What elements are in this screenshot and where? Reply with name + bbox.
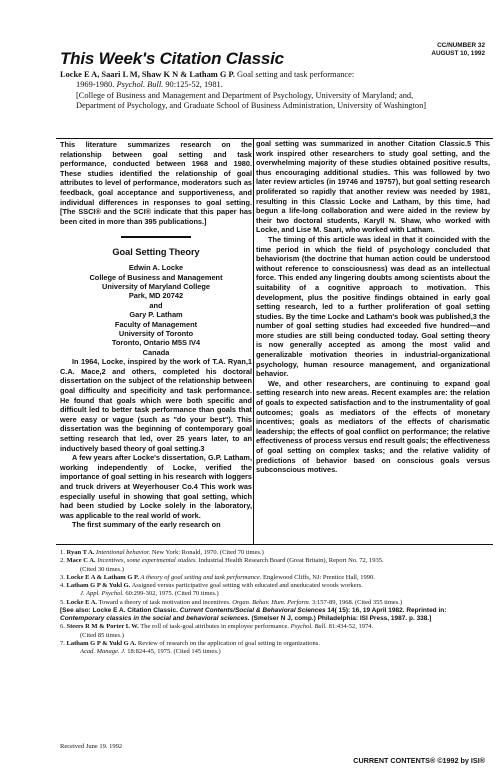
reference-3: 3. Locke E A & Latham G P. A theory of goal setting and task performance. Englewood Cliffs, NJ: Prentice Hall, 1990.: [60, 573, 375, 581]
reference-2-cont: (Cited 30 times.): [80, 565, 124, 573]
reference-7: 7. Latham G P & Yukl G A. Review of research on the application of goal setting in organizations.: [60, 639, 320, 647]
author1-affil-2: University of Maryland College: [101, 281, 210, 291]
citation-affiliation-1: [College of Business and Management and Department of Psychology, University of Maryland; and,: [76, 90, 414, 100]
right-paragraph-3: We, and other researchers, are continuing to expand goal setting research into new areas. Recent examples are: the relation of goals to expected satisfaction and to the instrumentality of goal outcomes; goals as mediators of the effects of monetary incentives; goals as mediators of the effects of charismatic leadership; the effects of goal conflict on performance; the relative effectiveness of process versus end result goals; the effectiveness of goal setting on complex tasks; and the relative validity of predictions of behavior based on conscious goals versus subconscious motives.: [256, 378, 490, 475]
left-paragraph-2: A few years after Locke's dissertation, G.P. Latham, working independently of Locke, verified the importance of goal setting in his research with loggers and truck drivers at Weyerhouser Co.4 This work was especially useful in showing that goal setting, which had been studied by Locke solely in the laboratory, was applicable to the real world of work.: [60, 453, 252, 520]
references-list: [60, 549, 492, 656]
reference-4-cont: J. Appl. Psychol. 60:299-302, 1975. (Cited 70 times.): [80, 590, 219, 598]
right-column: [256, 139, 490, 475]
citation-volume: 90:125-52, 1981.: [163, 80, 223, 90]
citation-journal: Psychol. Bull.: [116, 80, 164, 90]
reference-2: 2. Mace C A. Incentives, some experimental studies. Industrial Health Research Board (Great Britain), Report No. 72, 1935.: [60, 557, 384, 565]
author2-affil-2: University of Toronto: [118, 328, 194, 338]
reference-6-cont: (Cited 85 times.): [80, 631, 124, 639]
citation-authors: Locke E A, Saari L M, Shaw K N & Latham G P.: [60, 70, 235, 79]
author-and: and: [149, 300, 163, 310]
author1-affil-3: Park, MD 20742: [128, 291, 184, 301]
author2-affil-1: Faculty of Management: [114, 319, 198, 329]
author2-name: Gary P. Latham: [129, 310, 183, 320]
author-block: [60, 263, 252, 357]
reference-4: 4. Latham G P & Yukl G. Assigned versus participative goal setting with educated and uneducated woods workers.: [60, 582, 363, 589]
classic-citation: [60, 70, 490, 112]
issue-info: [431, 42, 485, 58]
author1-name: Edwin A. Locke: [128, 263, 184, 273]
left-paragraph-3: The first summary of the early research on: [72, 520, 221, 530]
essay-title: Goal Setting Theory: [112, 246, 200, 257]
reference-7-cont: Acad. Manage. J. 18:824-45, 1975. (Cited 145 times.): [80, 648, 221, 655]
issue-number: CC/NUMBER 32: [437, 42, 485, 49]
abstract: This literature summarizes research on the relationship between goal setting and task performance, conducted between 1968 and 1980. These studies identified the relationship of goal attributes to level of performance, moderators such as feedback, goal acceptance and supportiveness, and individual differences in responses to goal setting. [The SSCI® and the SCI® indicate that this paper has been cited in more than 395 publications.]: [60, 140, 252, 226]
left-column: [60, 140, 252, 530]
references-rule: [56, 544, 493, 545]
left-paragraph-1: In 1964, Locke, inspired by the work of T.A. Ryan,1 C.A. Mace,2 and others, completed his doctoral dissertation on the subject of the relationship between goal difficulty and specificity and task performance. He found that goals which were both specific and difficult led to better task performance than goals that were easy or vague (such as "do your best"). This dissertation was the beginning of contemporary goal setting research that led, over 25 years later, to an inductively based theory of goal setting.3: [60, 357, 252, 453]
reference-1: 1. Ryan T A. Intentional behavior. New York: Ronald, 1970. (Cited 70 times.): [60, 549, 264, 556]
received-date: Received June 19. 1992: [60, 743, 123, 750]
right-paragraph-1: goal setting was summarized in another Citation Classic.5 This work inspired other researchers to study goal setting, and the overwhelming majority of these studies obtained positive results, thus encouraging additional studies. This was followed by two later review articles (in 19746 and 19757), but goal setting research proliferated so rapidly that another review was needed by 1981, resulting in this Classic Locke and Latham, by this time, had begun a life-long collaboration and were aided in the review by their two doctoral students, Karyll N. Shaw, who worked with Locke, and Lise M. Saari, who worked with Latham.: [256, 139, 490, 235]
right-paragraph-2: The timing of this article was ideal in that it coincided with the time period in which the field of psychology concluded that behaviorism (the doctrine that human action could be understood without reference to consciousness) was dead as an intellectual force. This ended any lingering doubts among scientists about the suitability of a cognitive approach to motivation. This development, plus the positive findings obtained in early goal setting research, led to a further proliferation of goal setting studies. By the time Locke and Latham's book was published,3 the number of goal setting studies had exceeded five hundred—and more studies are still being conducted today. Goal setting theory is now generally accepted as among the most valid and generalizable motivation theories in industrial-organizational psychology, human resource management, and organizational behavior.: [256, 234, 490, 379]
issue-date: AUGUST 10, 1992: [431, 50, 485, 57]
author2-affil-3: Toronto, Ontario M5S IV4: [111, 338, 201, 348]
column-divider: [253, 138, 254, 544]
reference-6: 6. Steers R M & Porter L W. The roll of task-goal attributes in employee performance. Psychol. Bull. 81:434-52, 1974.: [60, 623, 374, 631]
footer-copyright: CURRENT CONTENTS® ©1992 by ISI®: [353, 756, 485, 765]
citation-classic-note: [See also: Locke E A. Citation Classic. Current Contents/Social & Behavioral Sciences 14( 15): 16, 19 April 1982. Reprinted in: Contemporary classics in the social and behavioral sciences. (Smelser N J, comp.) Philadelphia: ISI Press, 1987. p. 338.]: [60, 606, 447, 622]
citation-years: 1969-1980.: [76, 80, 117, 90]
abstract-divider: [121, 236, 191, 237]
author1-affil-1: College of Business and Management: [89, 272, 223, 282]
author2-affil-4: Canada: [142, 347, 170, 357]
reference-5: 5. Locke E A. Toward a theory of task motivation and incentives. Organ. Behav. Hum. Perform. 3:157-89, 1968. (Cited 355 times.): [60, 598, 403, 606]
citation-affiliation-2: Department of Psychology, and Graduate School of Business Administration, University of Washington]: [76, 101, 427, 111]
page-title: This Week's Citation Classic: [60, 49, 284, 68]
citation-title: Goal setting and task performance:: [234, 70, 355, 79]
